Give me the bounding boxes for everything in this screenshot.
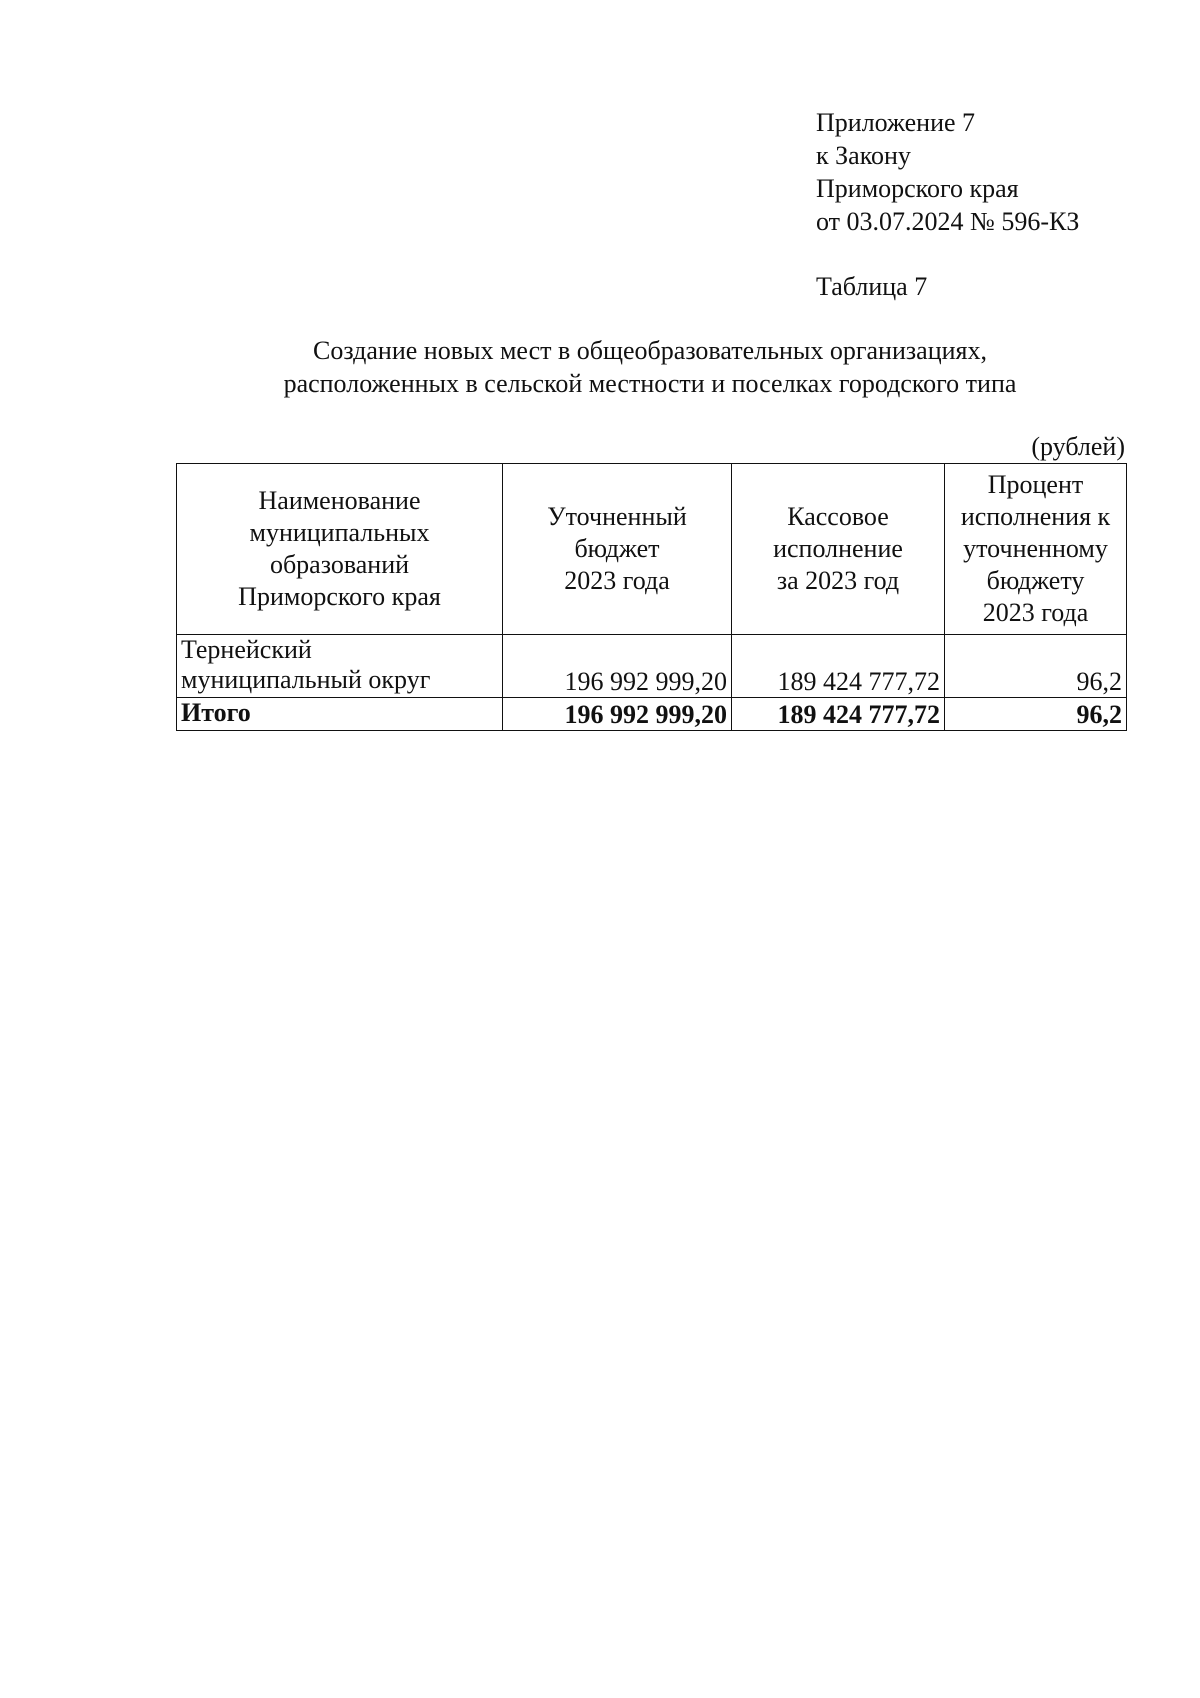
header-municipality — [177, 464, 503, 635]
header-line: Кассовое — [787, 502, 889, 531]
header-percent — [945, 464, 1127, 635]
header-line: образований — [269, 550, 410, 579]
appendix-line: Приморского края — [816, 174, 1019, 203]
appendix-line: от 03.07.2024 № 596-КЗ — [816, 207, 1080, 236]
header-line: уточненному — [963, 534, 1108, 563]
appendix-line: к Закону — [816, 141, 911, 170]
budget-table — [176, 463, 1127, 731]
percent-cell: 96,2 — [945, 635, 1127, 698]
header-line: 2023 года — [564, 566, 670, 595]
table-header-row — [177, 464, 1127, 635]
total-label-cell: Итого — [177, 698, 503, 731]
header-line: Наименование — [258, 486, 421, 515]
document-title — [180, 334, 1120, 400]
title-line: расположенных в сельской местности и поселках городского типа — [283, 369, 1017, 398]
header-execution — [732, 464, 945, 635]
header-line: Процент — [987, 470, 1084, 499]
municipality-name-line: Тернейский — [181, 635, 312, 664]
total-execution-cell: 189 424 777,72 — [732, 698, 945, 731]
table-row — [177, 635, 1127, 698]
units-label: (рублей) — [1031, 432, 1125, 461]
title-line: Создание новых мест в общеобразовательных организациях, — [313, 336, 987, 365]
header-line: Уточненный — [547, 502, 687, 531]
total-percent-cell: 96,2 — [945, 698, 1127, 731]
header-line: 2023 года — [982, 598, 1089, 627]
header-line: исполнение — [773, 534, 903, 563]
appendix-line: Приложение 7 — [816, 108, 976, 137]
execution-cell: 189 424 777,72 — [732, 635, 945, 698]
budget-cell: 196 992 999,20 — [503, 635, 732, 698]
header-line: муниципальных — [249, 518, 430, 547]
header-line: за 2023 год — [776, 566, 900, 595]
municipality-name-cell — [177, 635, 503, 698]
header-line: исполнения к — [960, 502, 1111, 531]
header-budget — [503, 464, 732, 635]
appendix-block — [816, 106, 1079, 238]
header-line: бюджету — [986, 566, 1085, 595]
table-number: Таблица 7 — [816, 272, 928, 301]
header-line: Приморского края — [238, 582, 441, 611]
header-line: бюджет — [574, 534, 660, 563]
total-budget-cell: 196 992 999,20 — [503, 698, 732, 731]
total-row — [177, 698, 1127, 731]
municipality-name-line: муниципальный округ — [181, 665, 431, 694]
